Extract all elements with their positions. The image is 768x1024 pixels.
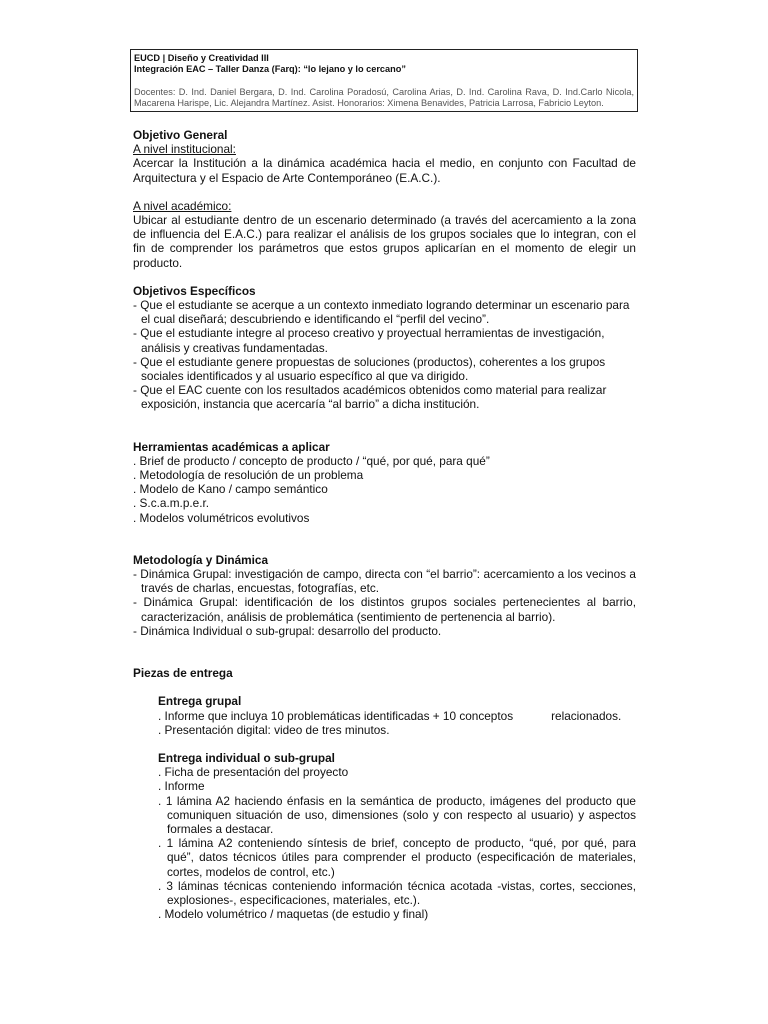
entrega-individual-item: . Ficha de presentación del proyecto bbox=[158, 765, 349, 780]
objetivo-general-heading: Objetivo General bbox=[133, 128, 228, 142]
entrega-grupal-item: . Informe que incluya 10 problemáticas identificadas + 10 conceptos relacionados. bbox=[158, 708, 622, 723]
entrega-grupal-item: . Presentación digital: video de tres minutos. bbox=[158, 722, 390, 737]
nivel-academico-label: A nivel académico: bbox=[133, 198, 232, 213]
nivel-academico-text: Ubicar al estudiante dentro de un escenario determinado (a través del acercamiento a la zona de influencia del E.A.C.) para realizar el análisis de los grupos sociales que lo integran, con el fin de comprender los parámetros que estos grupos aplicarían en el momento de elegir un producto. bbox=[133, 213, 636, 270]
nivel-institucional-text: Acercar la Institución a la dinámica académica hacia el medio, en conjunto con Facultad de Arquitectura y el Espacio de Arte Contemporáneo (E.A.C.). bbox=[133, 156, 636, 185]
course-title: EUCD | Diseño y Creatividad III bbox=[134, 53, 269, 63]
piezas-heading: Piezas de entrega bbox=[133, 666, 233, 681]
metodologia-item: - Dinámica Individual o sub-grupal: desarrollo del producto. bbox=[133, 623, 442, 638]
entrega-individual-item: . Informe bbox=[158, 779, 205, 794]
herramientas-heading: Herramientas académicas a aplicar bbox=[133, 439, 330, 454]
objetivos-especificos-heading: Objetivos Específicos bbox=[133, 283, 256, 298]
document-body bbox=[133, 128, 636, 921]
entrega-individual-item: . 1 lámina A2 conteniendo síntesis de brief, concepto de producto, “qué, por qué, para qué”, datos técnicos útiles para comprender el producto (especificación de materiales, cortes, modelos de control, etc.) bbox=[158, 836, 636, 879]
docentes-list: Docentes: D. Ind. Daniel Bergara, D. Ind. Carolina Poradosú, Carolina Arias, D. Ind. Carolina Rava, D. Ind.Carlo Nicola, Macarena Harispe, Lic. Alejandra Martínez. Asist. Honorarios: Ximena Benavides, Patricia Larrosa, Fabricio Leyton. bbox=[134, 86, 634, 109]
metodologia-item: - Dinámica Grupal: identificación de los distintos grupos sociales pertenecientes al barrio, caracterización, análisis de problemática (sentimiento de pertenencia al barrio). bbox=[133, 595, 636, 624]
entrega-individual-item: . 3 láminas técnicas conteniendo información técnica acotada -vistas, cortes, secciones, explosiones-, especificaciones, materiales, etc.). bbox=[158, 878, 636, 907]
nivel-institucional-label: A nivel institucional: bbox=[133, 142, 236, 157]
entrega-grupal-section bbox=[158, 694, 636, 921]
herramienta-item: . S.c.a.m.p.e.r. bbox=[133, 496, 210, 511]
herramienta-item: . Brief de producto / concepto de producto / “qué, por qué, para qué” bbox=[133, 453, 490, 468]
objetivo-item: - Que el estudiante se acerque a un contexto inmediato logrando determinar un escenario para el cual diseñará; descubriendo e identificando el “perfil del vecino”. bbox=[133, 298, 630, 327]
objetivo-item: - Que el estudiante integre al proceso creativo y proyectual herramientas de investigación, análisis y creativas fundamentadas. bbox=[133, 326, 605, 355]
entrega-individual-heading: Entrega individual o sub-grupal bbox=[158, 750, 335, 765]
entrega-individual-item: . 1 lámina A2 haciendo énfasis en la semántica de producto, imágenes del producto que comuniquen situación de uso, dimensiones (solo y con respecto al usuario) y aspectos formales a destacar. bbox=[158, 793, 636, 836]
course-subtitle: Integración EAC – Taller Danza (Farq): “lo lejano y lo cercano” bbox=[134, 64, 406, 75]
objetivo-item: - Que el estudiante genere propuestas de soluciones (productos), coherentes a los grupos sociales identificados y al usuario específico al que va dirigido. bbox=[133, 354, 606, 384]
objetivo-item: - Que el EAC cuente con los resultados académicos obtenidos como material para realizar exposición, instancia que acercaría “al barrio” a dicha institución. bbox=[133, 383, 607, 412]
herramienta-item: . Metodología de resolución de un problema bbox=[133, 468, 364, 483]
metodologia-item: - Dinámica Grupal: investigación de campo, directa con “el barrio”: acercamiento a los vecinos a través de charlas, encuestas, fotografías, etc. bbox=[133, 567, 636, 596]
herramienta-item: . Modelos volumétricos evolutivos bbox=[133, 510, 310, 525]
entrega-grupal-heading: Entrega grupal bbox=[158, 694, 242, 709]
herramienta-item: . Modelo de Kano / campo semántico bbox=[133, 482, 328, 497]
entrega-individual-item: . Modelo volumétrico / maquetas (de estudio y final) bbox=[158, 907, 429, 922]
metodologia-heading: Metodología y Dinámica bbox=[133, 552, 269, 567]
course-header-box bbox=[130, 49, 638, 112]
